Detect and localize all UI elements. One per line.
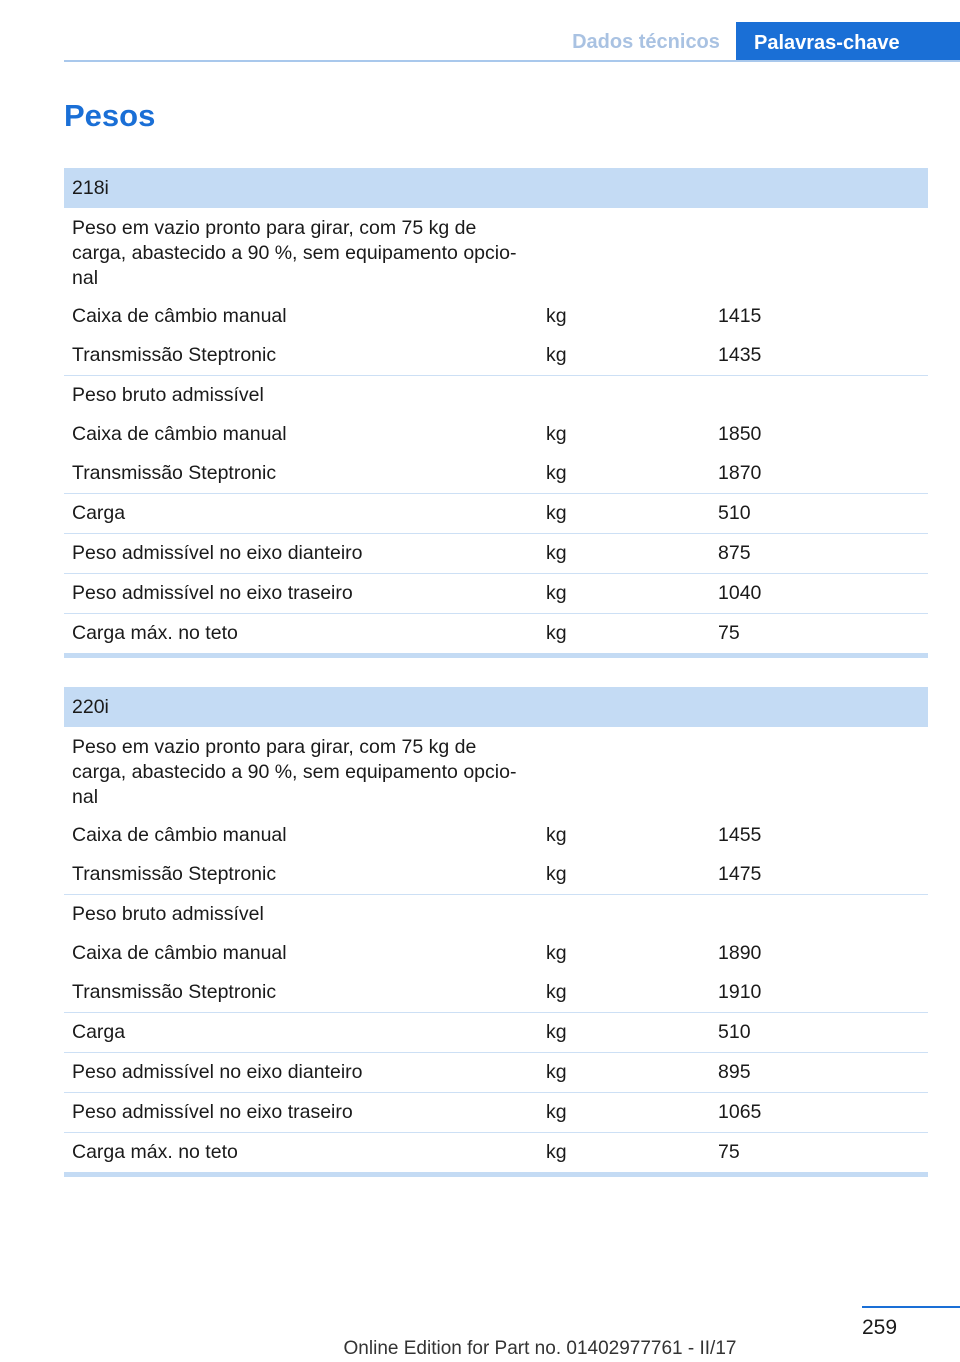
page-number: 259 [862,1316,898,1339]
row-value: 895 [718,1060,751,1083]
row-label: Transmissão Steptronic [72,980,277,1003]
curb-weight-label [64,727,928,816]
curb-weight-line: Peso em vazio pronto para girar, com 75 kg de [72,736,477,758]
row-value: 75 [718,621,740,644]
weights-table-218i [64,168,928,653]
table-bottom-bar [64,653,928,658]
curb-weight-line: carga, abastecido a 90 %, sem equipamento opcio- [72,242,517,264]
edition-footer: Online Edition for Part no. 01402977761 - II/17 [343,1338,737,1359]
table-row [64,208,928,297]
table-row [64,613,928,653]
model-name: 220i [64,687,928,727]
curb-weight-label [64,208,928,297]
row-unit: kg [546,1140,567,1163]
table-header-row [64,168,928,208]
row-unit: kg [546,305,567,327]
row-value: 1475 [718,862,762,885]
row-value: 1910 [718,980,762,1003]
row-value: 1435 [718,343,762,366]
row-unit: kg [546,942,567,964]
table-row [64,1052,928,1092]
table-row [64,415,928,454]
row-label: Peso admissível no eixo dianteiro [72,1060,363,1083]
row-unit: kg [546,1020,567,1043]
row-label: Caixa de câmbio manual [72,305,287,327]
tab-dados-tecnicos[interactable]: Dados técnicos [572,31,720,53]
row-label: Carga máx. no teto [72,621,238,644]
tab-palavras-chave[interactable]: Palavras-chave [736,22,960,62]
weights-table-220i [64,687,928,1172]
section-label: Peso bruto admissível [72,902,264,925]
row-unit: kg [546,824,567,846]
curb-weight-line: nal [72,267,99,289]
row-label: Transmissão Steptronic [72,343,277,366]
table-row [64,336,928,375]
row-label: Transmissão Steptronic [72,461,277,484]
row-unit: kg [546,980,567,1003]
curb-weight-line: carga, abastecido a 90 %, sem equipamento opcio- [72,761,517,783]
row-value: 1870 [718,461,762,484]
table-row [64,973,928,1012]
row-label: Carga [72,501,126,524]
row-value: 75 [718,1140,740,1163]
table-row [64,533,928,573]
model-name: 218i [64,168,928,208]
row-value: 510 [718,1020,751,1043]
row-unit: kg [546,541,567,564]
header-divider [64,60,960,62]
row-unit: kg [546,1060,567,1083]
row-label: Caixa de câmbio manual [72,942,287,964]
row-unit: kg [546,621,567,644]
table-row [64,493,928,533]
table-row [64,855,928,894]
curb-weight-line: nal [72,786,99,808]
row-value: 1415 [718,305,762,327]
row-value: 1040 [718,581,762,604]
row-unit: kg [546,343,567,366]
curb-weight-line: Peso em vazio pronto para girar, com 75 kg de [72,217,477,239]
row-unit: kg [546,423,567,445]
table-row [64,934,928,973]
table-bottom-bar [64,1172,928,1177]
page-title: Pesos [64,98,156,133]
table-row [64,375,928,415]
section-label: Peso bruto admissível [72,383,264,406]
row-label: Caixa de câmbio manual [72,824,287,846]
table-row [64,1132,928,1172]
table-row [64,1012,928,1052]
row-unit: kg [546,1100,567,1123]
row-value: 510 [718,501,751,524]
row-value: 1850 [718,423,762,445]
row-value: 875 [718,541,751,564]
row-label: Peso admissível no eixo traseiro [72,1100,353,1123]
row-value: 1065 [718,1100,762,1123]
row-unit: kg [546,862,567,885]
table-row [64,894,928,934]
row-unit: kg [546,581,567,604]
row-label: Transmissão Steptronic [72,862,277,885]
row-label: Peso admissível no eixo traseiro [72,581,353,604]
row-value: 1455 [718,824,762,846]
table-row [64,297,928,336]
row-label: Caixa de câmbio manual [72,423,287,445]
row-value: 1890 [718,942,762,964]
row-unit: kg [546,461,567,484]
row-unit: kg [546,501,567,524]
row-label: Carga máx. no teto [72,1140,238,1163]
row-label: Carga [72,1020,126,1043]
table-row [64,816,928,855]
table-row [64,727,928,816]
row-label: Peso admissível no eixo dianteiro [72,541,363,564]
table-row [64,454,928,493]
table-header-row [64,687,928,727]
table-row [64,1092,928,1132]
page-number-rule [862,1306,960,1308]
table-row [64,573,928,613]
